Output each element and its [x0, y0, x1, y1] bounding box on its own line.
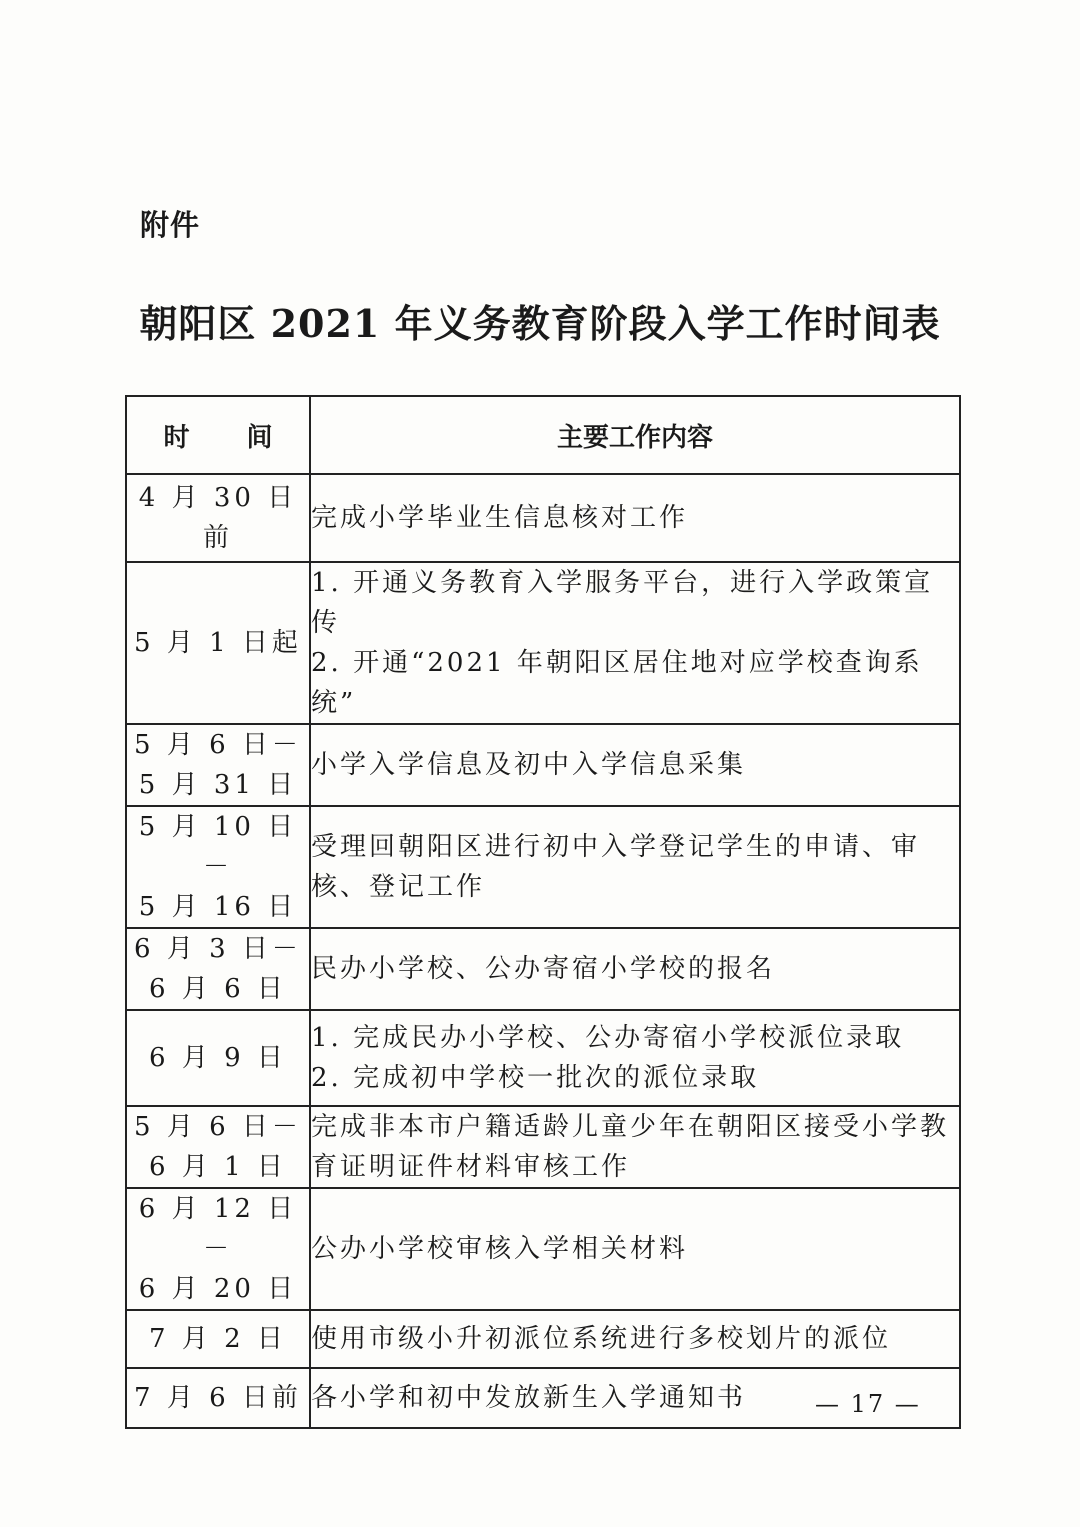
table-row	[126, 1188, 960, 1310]
row-time-line: 7 月 6 日前	[134, 1383, 302, 1413]
row-time	[126, 1310, 310, 1368]
row-time-line: 6 月 9 日	[149, 1043, 287, 1073]
table-row	[126, 806, 960, 928]
row-time-line: 6 月 1 日	[149, 1152, 287, 1182]
row-content: 1. 开通义务教育入学服务平台，进行入学政策宣传 2. 开通“2021 年朝阳区居住地对应学校查询系统”	[310, 562, 960, 724]
row-time	[126, 928, 310, 1010]
row-time	[126, 474, 310, 562]
row-time-line: 6 月 20 日	[138, 1274, 298, 1304]
row-content: 小学入学信息及初中入学信息采集	[310, 724, 960, 806]
attachment-label: 附件	[140, 208, 201, 242]
row-content: 受理回朝阳区进行初中入学登记学生的申请、审核、登记工作	[310, 806, 960, 928]
table-row	[126, 1106, 960, 1188]
table-header-row	[126, 396, 960, 474]
row-time	[126, 806, 310, 928]
row-time-line: 6 月 6 日	[149, 974, 287, 1004]
page-number: — 17 —	[815, 1390, 921, 1418]
row-content: 各小学和初中发放新生入学通知书	[310, 1368, 960, 1428]
row-time-line: 5 月 31 日	[138, 770, 298, 800]
row-time-line: 4 月 30 日前	[138, 483, 298, 553]
header-content: 主要工作内容	[310, 396, 960, 474]
table-row	[126, 1310, 960, 1368]
row-content: 1. 完成民办小学校、公办寄宿小学校派位录取 2. 完成初中学校一批次的派位录取	[310, 1010, 960, 1106]
table-row	[126, 1010, 960, 1106]
row-content: 使用市级小升初派位系统进行多校划片的派位	[310, 1310, 960, 1368]
row-time	[126, 1106, 310, 1188]
row-time	[126, 1368, 310, 1428]
row-time-line: 5 月 10 日－	[138, 812, 298, 882]
page-title: 朝阳区 2021 年义务教育阶段入学工作时间表	[139, 301, 941, 346]
row-time-line: 5 月 6 日－	[134, 1112, 302, 1142]
row-content: 民办小学校、公办寄宿小学校的报名	[310, 928, 960, 1010]
table-row	[126, 474, 960, 562]
row-time-line: 6 月 12 日－	[138, 1194, 298, 1264]
row-time	[126, 562, 310, 724]
row-content: 完成小学毕业生信息核对工作	[310, 474, 960, 562]
row-content: 完成非本市户籍适龄儿童少年在朝阳区接受小学教育证明证件材料审核工作	[310, 1106, 960, 1188]
schedule-table	[125, 395, 961, 1429]
row-time-line: 5 月 6 日－	[134, 730, 302, 760]
row-time	[126, 724, 310, 806]
header-time: 时 间	[126, 396, 310, 474]
table-row	[126, 928, 960, 1010]
row-time-line: 5 月 16 日	[138, 892, 298, 922]
row-time-line: 7 月 2 日	[149, 1324, 287, 1354]
row-time-line: 6 月 3 日－	[134, 934, 302, 964]
table-row	[126, 562, 960, 724]
row-time	[126, 1010, 310, 1106]
row-time-line: 5 月 1 日起	[134, 628, 302, 658]
row-content: 公办小学校审核入学相关材料	[310, 1188, 960, 1310]
row-time	[126, 1188, 310, 1310]
table-row	[126, 724, 960, 806]
